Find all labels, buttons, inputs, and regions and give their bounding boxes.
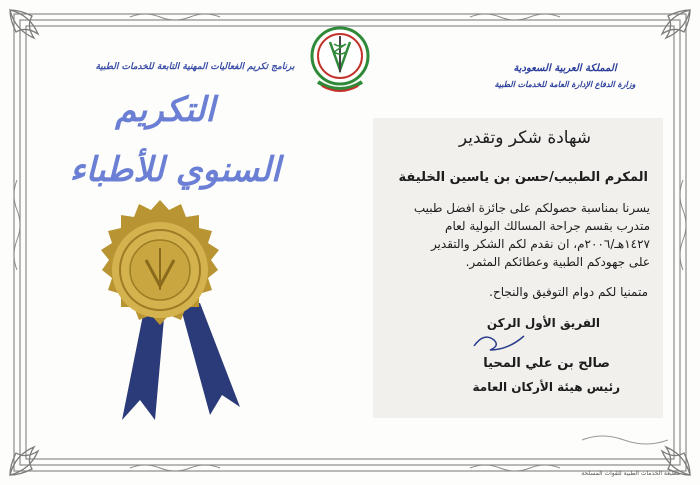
kingdom-name: المملكة العربية السعودية xyxy=(513,63,617,74)
signatory-rank: الفريق الأول الركن xyxy=(486,316,600,330)
body-line-2: متدرب بقسم جراحة المسالك البولية لعام xyxy=(445,219,650,233)
ministry-name: وزارة الدفاع الإدارة العامة للخدمات الطبية xyxy=(494,80,636,89)
medical-services-emblem xyxy=(300,22,380,97)
headline-honoring: التكريم xyxy=(115,90,215,130)
divider-flourish xyxy=(580,432,670,448)
body-line-4: على جهودكم الطبية وعطائكم المثمر. xyxy=(465,255,650,269)
program-name: برنامج تكريم الفعاليات المهنية التابعة للخدمات الطبية xyxy=(95,62,295,72)
headline-annual-doctors: السنوي للأطباء xyxy=(69,150,281,190)
body-line-1: يسرنا بمناسبة حصولكم على جائزة افضل طبيب xyxy=(413,201,650,215)
certificate-title: شهادة شكر وتقدير xyxy=(458,128,592,148)
ribbon-right xyxy=(180,303,240,415)
signatory-name: صالح بن علي المحيا xyxy=(483,356,610,371)
printer-credit: مطبعة الخدمات الطبية للقوات المسلحة xyxy=(581,470,680,477)
signature-mark xyxy=(470,330,530,356)
closing-wish: متمنيا لكم دوام التوفيق والنجاح. xyxy=(489,285,648,299)
recipient-name: المكرم الطبيب/حسن بن ياسين الخليفة xyxy=(398,170,648,185)
gold-seal xyxy=(40,195,270,435)
signatory-role: رئيس هيئة الأركان العامة xyxy=(472,380,620,394)
body-line-3: ١٤٢٧هـ/٢٠٠٦م، ان نقدم لكم الشكر والتقدير xyxy=(430,237,650,251)
